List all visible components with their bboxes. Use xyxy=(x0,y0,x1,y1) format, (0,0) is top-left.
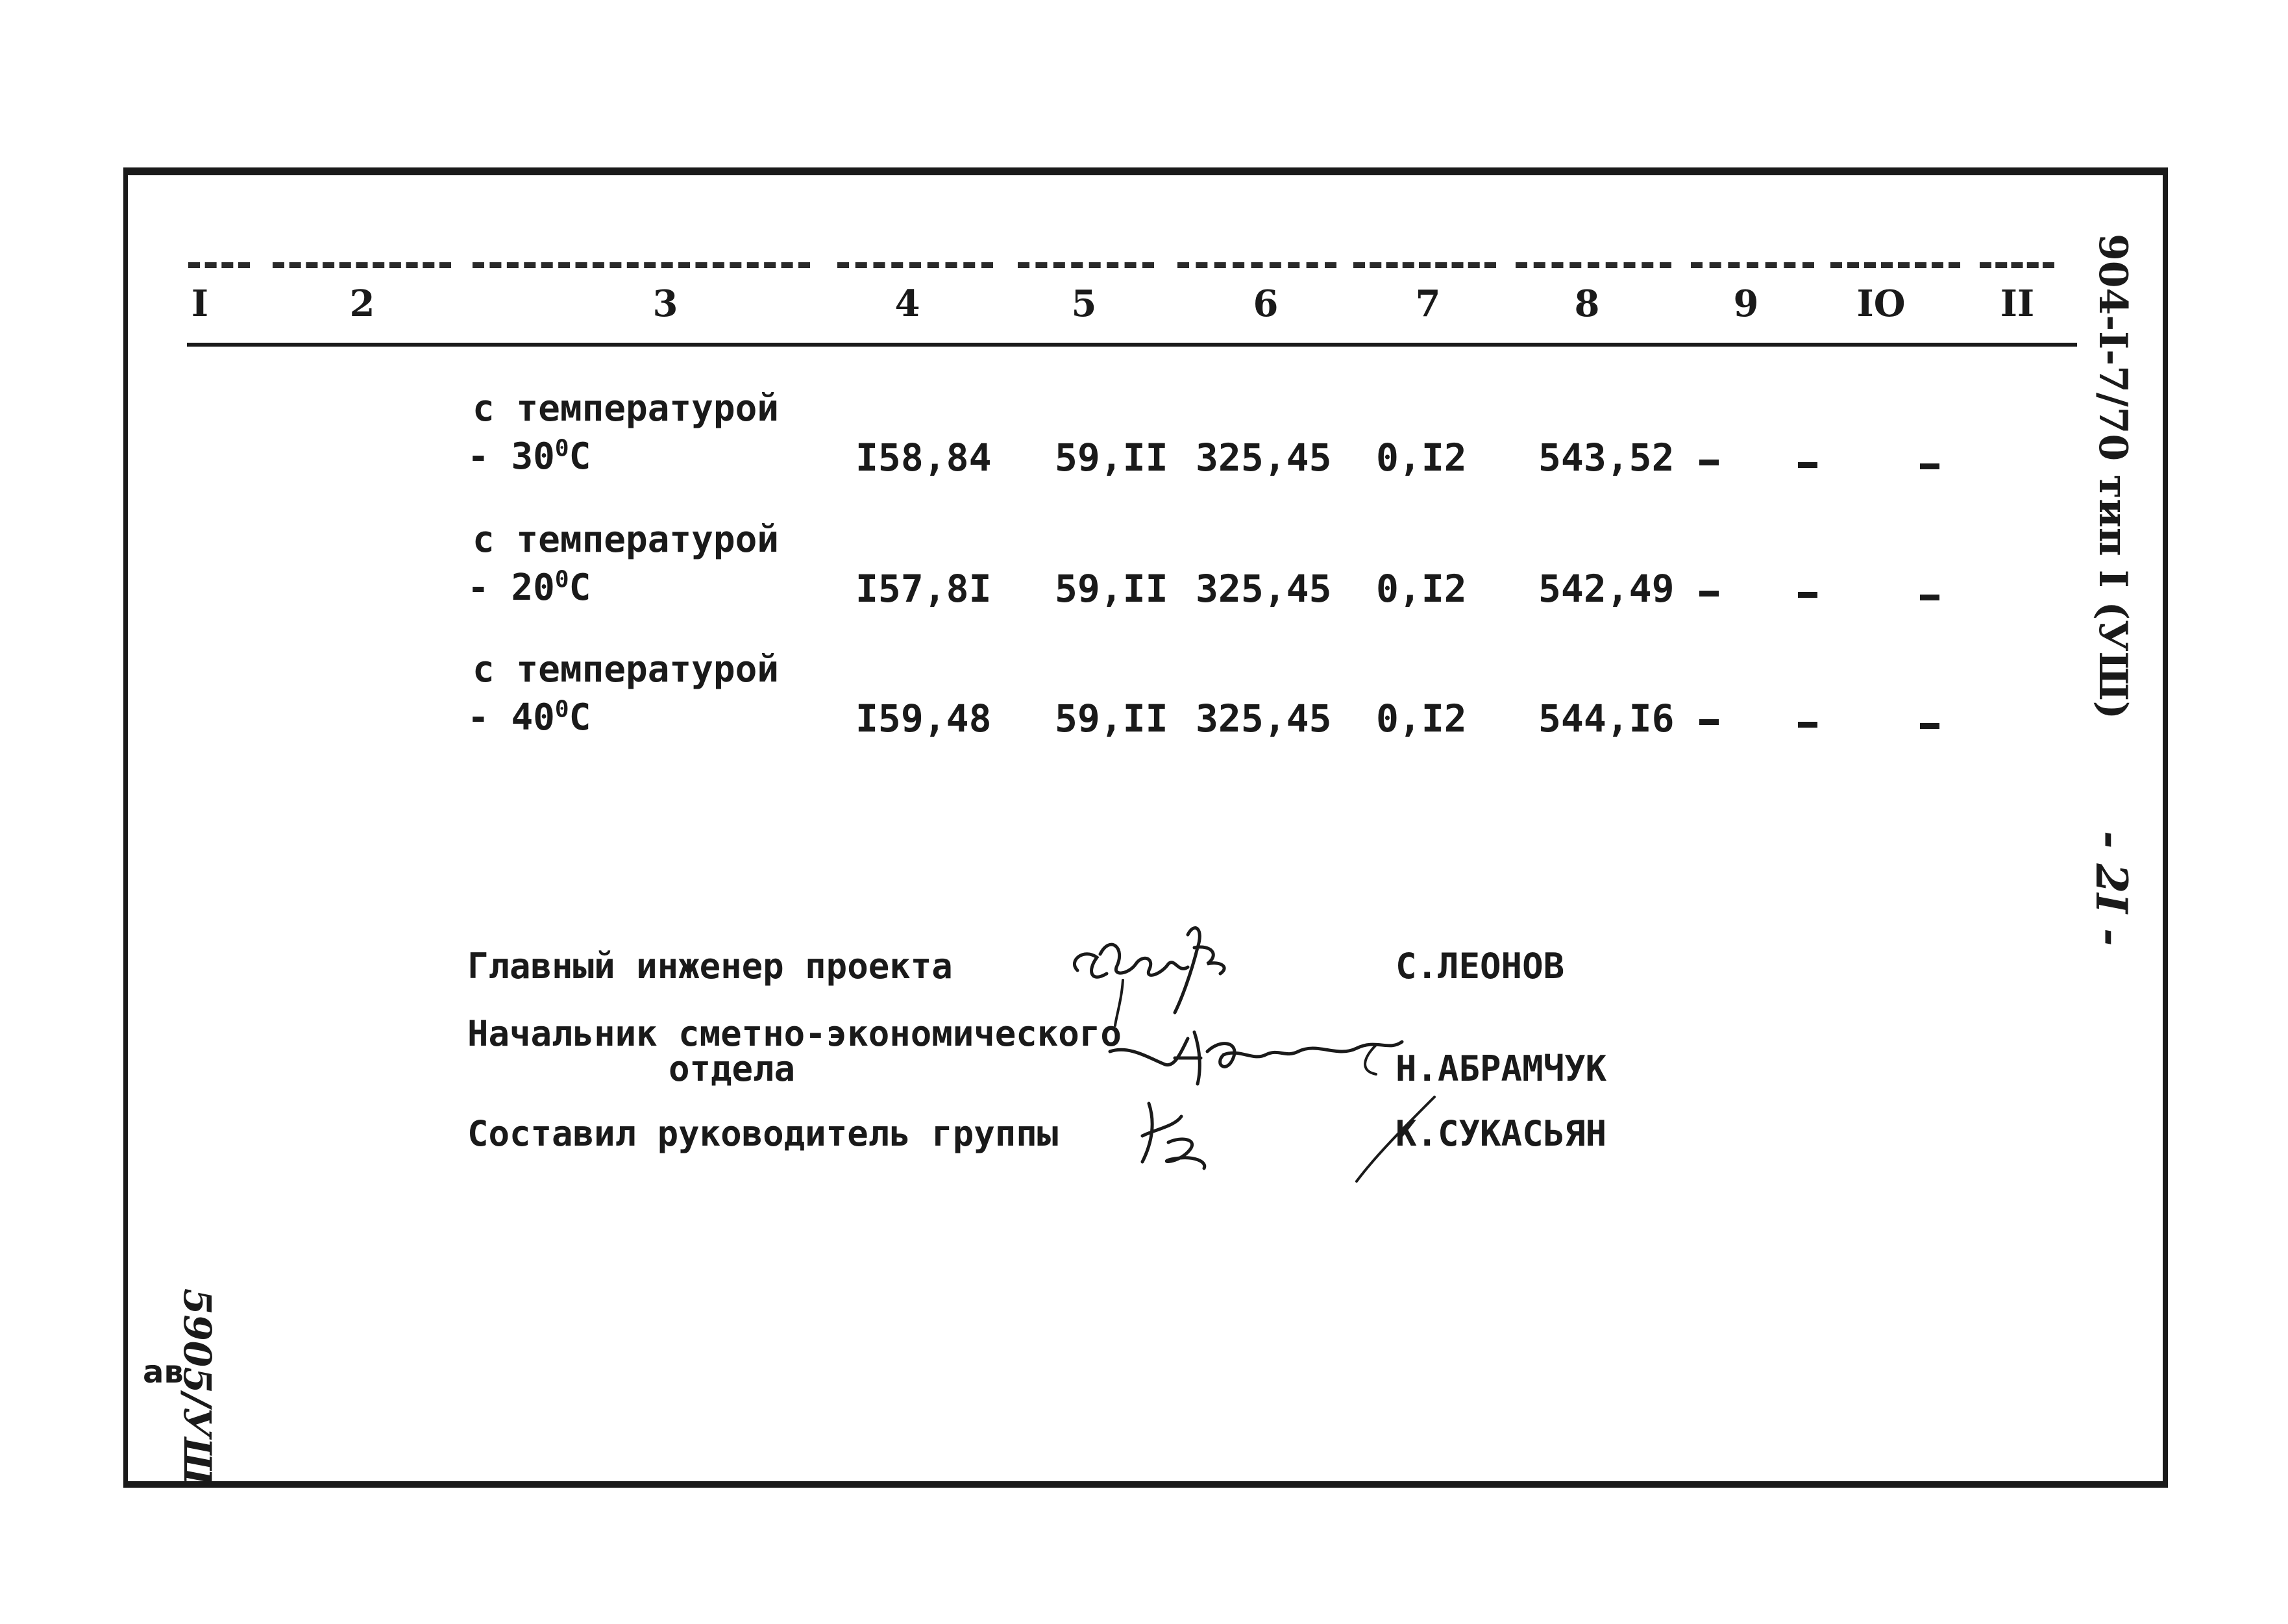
signature-title-group-leader: Составил руководитель группы xyxy=(467,1113,1059,1154)
row-3-label: с температурой xyxy=(473,648,780,691)
signature-name-abramchuk: Н.АБРАМЧУК xyxy=(1396,1048,1607,1089)
signature-title-department-head-line2: отдела xyxy=(669,1048,796,1089)
row-2-col-8: 542,49 xyxy=(1538,567,1675,611)
column-header-10: IO xyxy=(1856,282,1906,325)
header-dash-5 xyxy=(1018,262,1154,268)
row-3-col-7: 0,I2 xyxy=(1376,696,1467,741)
column-header-6: 6 xyxy=(1253,282,1279,325)
row-1-col-7: 0,I2 xyxy=(1376,436,1467,480)
row-1-col-4: I58,84 xyxy=(855,436,992,480)
column-header-1: I xyxy=(191,282,209,325)
row-1-temperature: - $30^0С$ xyxy=(467,435,591,478)
column-header-11: II xyxy=(2000,282,2035,325)
row-2-col-11-dash xyxy=(1920,595,1939,600)
column-header-2: 2 xyxy=(349,282,375,325)
header-dash-3 xyxy=(473,262,810,268)
row-3-col-11-dash xyxy=(1920,723,1939,729)
row-3-col-8: 544,I6 xyxy=(1538,696,1675,741)
page-number: - 2I - xyxy=(2086,831,2137,946)
column-header-9: 9 xyxy=(1733,282,1759,325)
row-1-col-9-dash xyxy=(1699,460,1719,465)
handwritten-signature-sukasyan xyxy=(1129,1090,1441,1194)
column-header-7: 7 xyxy=(1415,282,1441,325)
row-2-col-9-dash xyxy=(1699,591,1719,597)
row-2-col-4: I57,8I xyxy=(855,567,992,611)
header-dash-9 xyxy=(1691,262,1814,268)
header-rule xyxy=(187,343,2077,347)
row-3-col-6: 325,45 xyxy=(1196,696,1332,741)
row-2-temperature: - $20^0С$ xyxy=(467,566,591,609)
row-2-col-5: 59,II xyxy=(1055,567,1168,611)
row-3-col-4: I59,48 xyxy=(855,696,992,741)
header-dash-11 xyxy=(1980,262,2054,268)
signature-title-chief-engineer: Главный инженер проекта xyxy=(467,946,953,987)
header-dash-1 xyxy=(188,262,250,268)
signature-title-department-head: Начальник сметно-экономического xyxy=(467,1013,1122,1054)
row-1-col-10-dash xyxy=(1798,462,1817,468)
header-dash-7 xyxy=(1353,262,1496,268)
document-frame xyxy=(123,167,2168,1488)
row-3-col-9-dash xyxy=(1699,719,1719,725)
header-dash-8 xyxy=(1516,262,1671,268)
column-header-3: 3 xyxy=(652,282,678,325)
row-2-col-6: 325,45 xyxy=(1196,567,1332,611)
row-3-temperature: - $40^0С$ xyxy=(467,696,591,739)
row-3-col-5: 59,II xyxy=(1055,696,1168,741)
archive-stamp-sub: ав xyxy=(143,1354,184,1390)
header-dash-10 xyxy=(1830,262,1960,268)
document-code: 904-I-7/70 тип I (УШ) xyxy=(2090,234,2135,720)
header-dash-2 xyxy=(273,262,451,268)
row-2-label: с температурой xyxy=(473,519,780,561)
row-2-col-7: 0,I2 xyxy=(1376,567,1467,611)
header-dash-6 xyxy=(1177,262,1336,268)
row-3-col-10-dash xyxy=(1798,722,1817,728)
signature-name-sukasyan: К.СУКАСЬЯН xyxy=(1396,1113,1607,1154)
column-header-8: 8 xyxy=(1574,282,1600,325)
row-1-col-8: 543,52 xyxy=(1538,436,1675,480)
column-header-4: 4 xyxy=(894,282,920,325)
row-1-label: с температурой xyxy=(473,388,780,430)
row-1-col-5: 59,II xyxy=(1055,436,1168,480)
column-header-5: 5 xyxy=(1071,282,1097,325)
archive-stamp-number: 5905/УШ xyxy=(175,1288,219,1486)
row-2-col-10-dash xyxy=(1798,592,1817,598)
signature-name-leonov: С.ЛЕОНОВ xyxy=(1396,946,1565,987)
row-1-col-6: 325,45 xyxy=(1196,436,1332,480)
header-dash-4 xyxy=(837,262,993,268)
row-1-col-11-dash xyxy=(1920,463,1939,469)
